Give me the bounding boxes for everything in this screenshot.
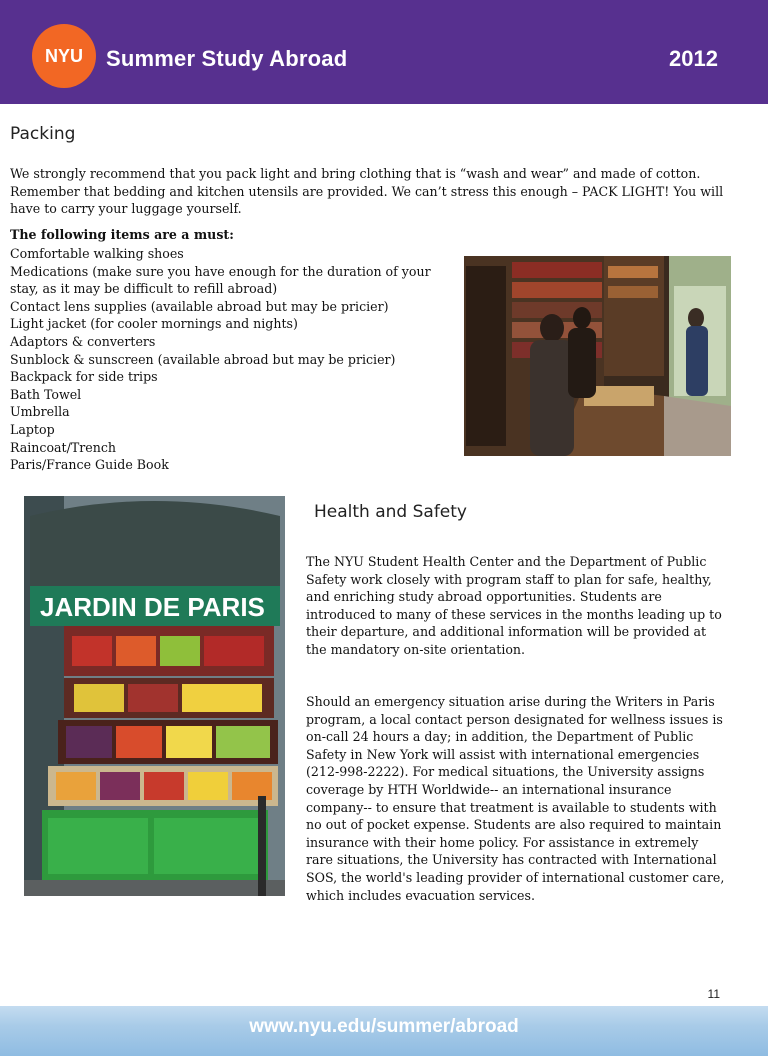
list-item: Raincoat/Trench — [10, 439, 117, 455]
bookshop-photo — [464, 256, 731, 456]
must-items-list — [10, 245, 450, 474]
list-item: Laptop — [10, 421, 55, 437]
list-item: Light jacket (for cooler mornings and nights) — [10, 316, 298, 332]
footer-url-link[interactable]: www.nyu.edu/summer/abroad — [249, 1016, 519, 1037]
list-item: Bath Towel — [10, 386, 82, 402]
list-item: Contact lens supplies (available abroad but may be pricier) — [10, 298, 389, 314]
market-stall-photo — [24, 496, 285, 896]
list-item: Umbrella — [10, 404, 70, 420]
header-band — [0, 0, 768, 104]
market-sign-text: JARDIN DE PARIS — [40, 592, 265, 622]
list-item: Comfortable walking shoes — [10, 246, 184, 261]
page-number: 11 — [707, 987, 720, 1001]
health-paragraph-2: Should an emergency situation arise during the Writers in Paris program, a local contact person designated for wellness issues is on-call 24 hours a day; in addition, the Department of Public Safety in New York will assist with international emergencies (212-998-2222). For medical situations, the University assigns coverage by HTH Worldwide-- an international insurance company-- to ensure that treatment is available to students with no out of pocket expense. Students are also required to maintain insurance with their home policy. For assistance in extremely rare situations, the University has contracted with International SOS, the world's leading provider of international customer care, which includes evacuation services. — [306, 694, 725, 903]
health-paragraph-1: The NYU Student Health Center and the Department of Public Safety work closely with program staff to plan for safe, healthy, and enriching study abroad opportunities. Students are introduced to many of these services in the months leading up to their departure, and additional information will be provided at the mandatory on-site orientation. — [306, 554, 722, 657]
must-items-title: The following items are a must: — [10, 227, 234, 242]
nyu-logo: NYU — [32, 24, 96, 88]
health-heading: Health and Safety — [314, 502, 467, 522]
list-item: Backpack for side trips — [10, 369, 158, 385]
packing-heading: Packing — [10, 124, 76, 144]
list-item: Sunblock & sunscreen (available abroad but may be pricier) — [10, 351, 396, 367]
list-item: Adaptors & converters — [10, 333, 156, 349]
header-year: 2012 — [669, 46, 718, 71]
footer-band — [0, 1006, 768, 1056]
header-title: Summer Study Abroad — [106, 46, 348, 71]
list-item: Paris/France Guide Book — [10, 457, 169, 473]
packing-intro: We strongly recommend that you pack light and bring clothing that is “wash and wear” and made of cotton. Remember that bedding and kitchen utensils are provided. We can’t stress this enough – PACK LIGHT! You will have to carry your luggage yourself. — [10, 166, 724, 217]
list-item: Medications (make sure you have enough for the duration of your stay, as it may be difficult to refill abroad) — [10, 263, 431, 297]
